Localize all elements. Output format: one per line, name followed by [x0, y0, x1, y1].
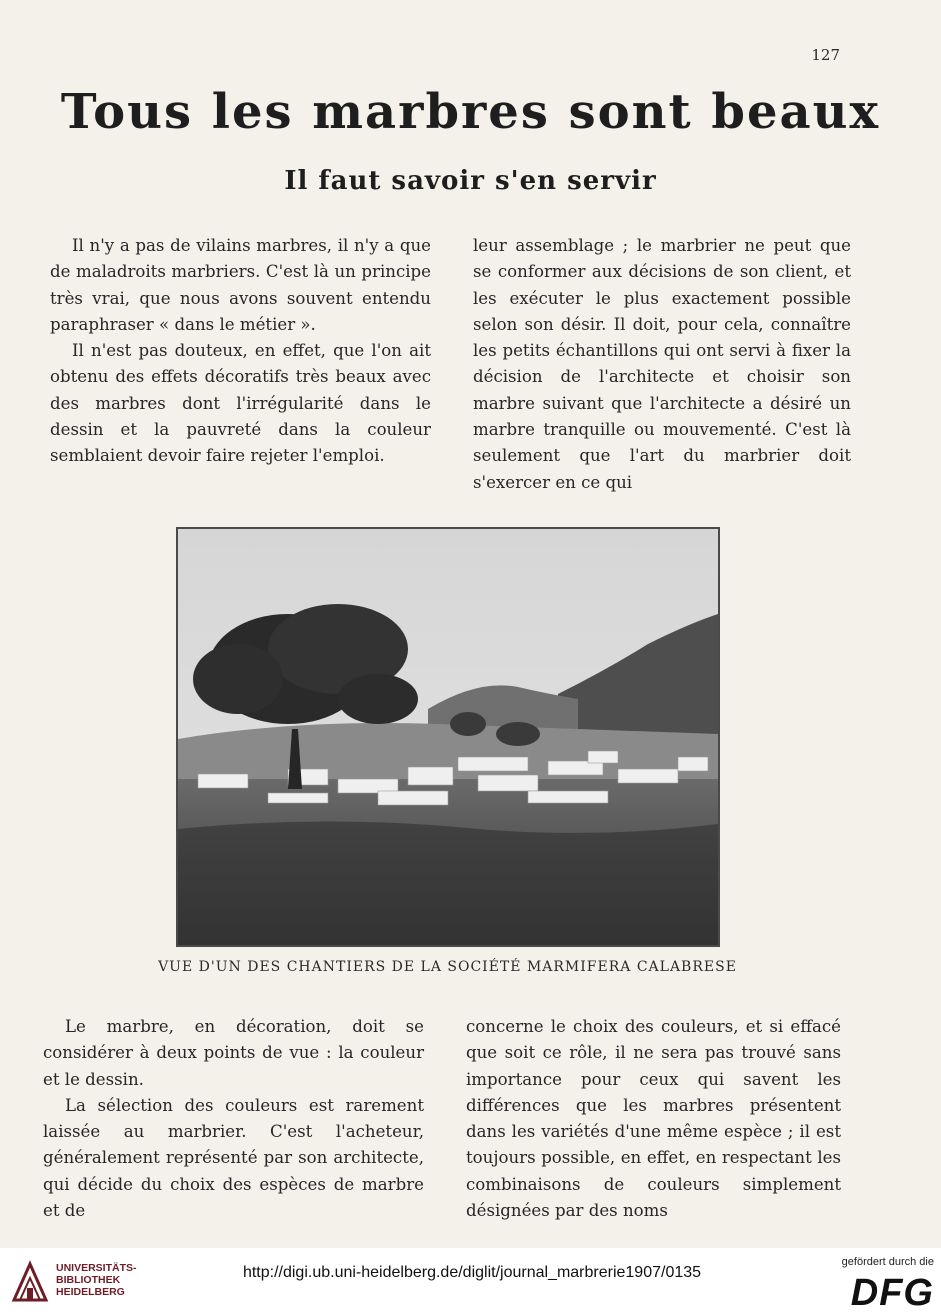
text-column-bottom-left [43, 1014, 424, 1224]
paragraph: La sélection des couleurs est rarement laissée au marbrier. C'est l'acheteur, généralement représenté par son architecte, qui décide du choix des espèces de marbre et de [43, 1095, 424, 1221]
page-number: 127 [811, 46, 840, 64]
paragraph: Il n'est pas douteux, en effet, que l'on ait obtenu des effets décoratifs très beaux avec des marbres dont l'irrégularité dans le dessin et la pauvreté dans la couleur semblaient devoir faire rejeter l'emploi. [50, 341, 431, 466]
text-column-top-left [50, 233, 431, 470]
text-column-top-right [473, 233, 851, 496]
figure-caption: VUE D'UN DES CHANTIERS DE LA SOCIÉTÉ MARMIFERA CALABRESE [158, 959, 737, 975]
text-column-bottom-right [466, 1014, 841, 1224]
quarry-photo-illustration [178, 529, 718, 945]
dfg-logo: DFG [850, 1272, 934, 1314]
paragraph: Le marbre, en décoration, doit se considérer à deux points de vue : la couleur et le dessin. [43, 1017, 424, 1089]
digitization-footer [0, 1248, 941, 1314]
paragraph: concerne le choix des couleurs, et si effacé que soit ce rôle, il ne sera pas trouvé sans importance pour ceux qui savent les différences que les marbres présentent dans les variétés d'une même espèce ; il est toujours possible, en effet, en respectant les combinaisons de couleurs simplement désignées par des noms [466, 1017, 841, 1221]
article-title: Tous les marbres sont beaux [60, 84, 881, 140]
paragraph: leur assemblage ; le marbrier ne peut que se conformer aux décisions de son client, et les exécuter le plus exactement possible selon son désir. Il doit, pour cela, connaître les petits échantillons qui ont servi à fixer la décision de l'architecte et choisir son marbre suivant que l'architecte a désiré un marbre tranquille ou mouvementé. C'est là seulement que l'art du marbrier doit s'exercer en ce qui [473, 236, 851, 492]
paragraph: Il n'y a pas de vilains marbres, il n'y a que de maladroits marbriers. C'est là un principe très vrai, que nous avons souvent entendu paraphraser « dans le métier ». [50, 236, 431, 334]
university-library-logo-icon [10, 1260, 50, 1304]
quarry-photograph [176, 527, 720, 947]
library-name: UNIVERSITÄTS- BIBLIOTHEK HEIDELBERG [56, 1262, 137, 1298]
article-subtitle: Il faut savoir s'en servir [284, 166, 657, 196]
sponsor-text: gefördert durch die [841, 1256, 934, 1268]
source-url-link[interactable]: http://digi.ub.uni-heidelberg.de/diglit/journal_marbrerie1907/0135 [242, 1264, 702, 1281]
